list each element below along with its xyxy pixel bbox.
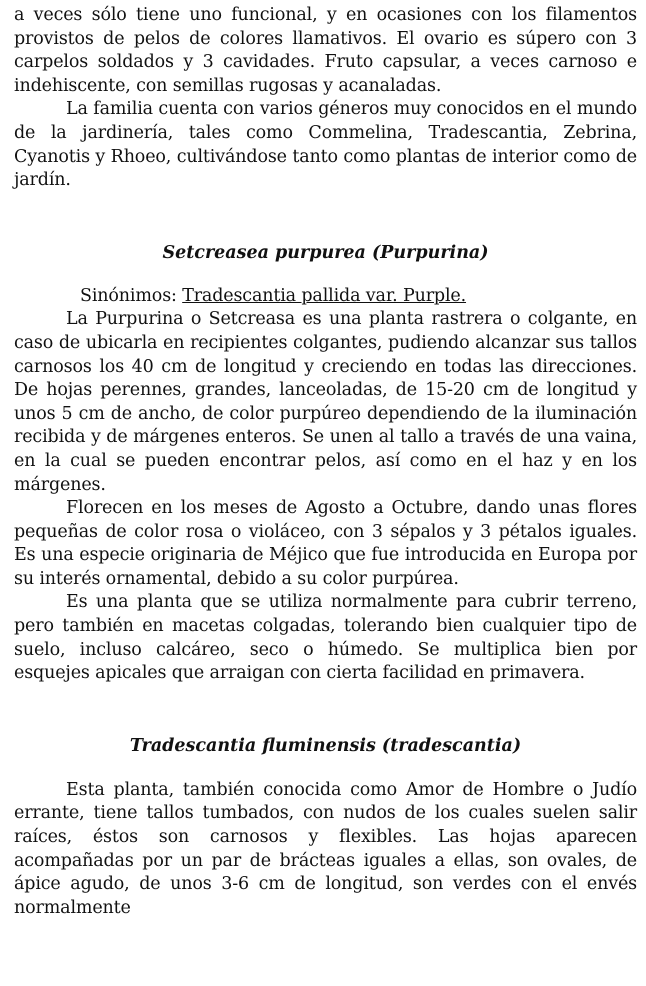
intro-paragraph-2: La familia cuenta con varios géneros muy conocidos en el mundo de la jardinería, tales como Commelina, Tradescantia, Zebrina, Cyanotis y Rhoeo, cultivándose tanto como plantas de interior como de jardín. <box>14 99 637 191</box>
spacer <box>14 758 637 779</box>
synonyms-label: Sinónimos: <box>80 285 183 306</box>
spacer <box>14 686 637 734</box>
spacer <box>14 193 637 241</box>
intro-paragraph-1: a veces sólo tiene uno funcional, y en ocasiones con los filamentos provistos de pelos de colores llamativos. El ovario es súpero con 3 carpelos soldados y 3 cavidades. Fruto capsular, a veces carnoso e indehiscente, con semillas rugosas y acanaladas. <box>14 5 637 96</box>
synonyms-line <box>14 285 637 309</box>
document-page <box>14 4 637 920</box>
synonyms-value: Tradescantia pallida var. Purple. <box>182 285 467 306</box>
setcreasea-paragraph-2: Florecen en los meses de Agosto a Octubre, dando unas flores pequeñas de color rosa o violáceo, con 3 sépalos y 3 pétalos iguales. Es una especie originaria de Méjico que fue introducida en Europa por su interés ornamental, debido a su color purpúrea. <box>14 498 637 589</box>
spacer <box>14 265 637 285</box>
section-title-setcreasea: Setcreasea purpurea (Purpurina) <box>162 242 489 263</box>
setcreasea-paragraph-3: Es una planta que se utiliza normalmente para cubrir terreno, pero también en macetas colgadas, tolerando bien cualquier tipo de suelo, incluso calcáreo, seco o húmedo. Se multiplica bien por esquejes apicales que arraigan con cierta facilidad en primavera. <box>14 592 637 684</box>
setcreasea-paragraph-1: La Purpurina o Setcreasa es una planta rastrera o colgante, en caso de ubicarla en recipientes colgantes, pudiendo alcanzar sus tallos carnosos los 40 cm de longitud y creciendo en todas las direcciones. De hojas perennes, grandes, lanceoladas, de 15-20 cm de longitud y unos 5 cm de ancho, de color purpúreo dependiendo de la iluminación recibida y de márgenes enteros. Se unen al tallo a través de una vaina, en la cual se pueden encontrar pelos, así como en el haz y en los márgenes. <box>14 309 637 495</box>
tradescantia-paragraph-1: Esta planta, también conocida como Amor de Hombre o Judío errante, tiene tallos tumbados, con nudos de los cuales suelen salir raíces, éstos son carnosos y flexibles. Las hojas aparecen acompañadas por un par de brácteas iguales a ellas, son ovales, de ápice agudo, de unos 3-6 cm de longitud, son verdes con el envés normalmente <box>14 779 637 918</box>
section-title-tradescantia: Tradescantia fluminensis (tradescantia) <box>129 735 522 756</box>
